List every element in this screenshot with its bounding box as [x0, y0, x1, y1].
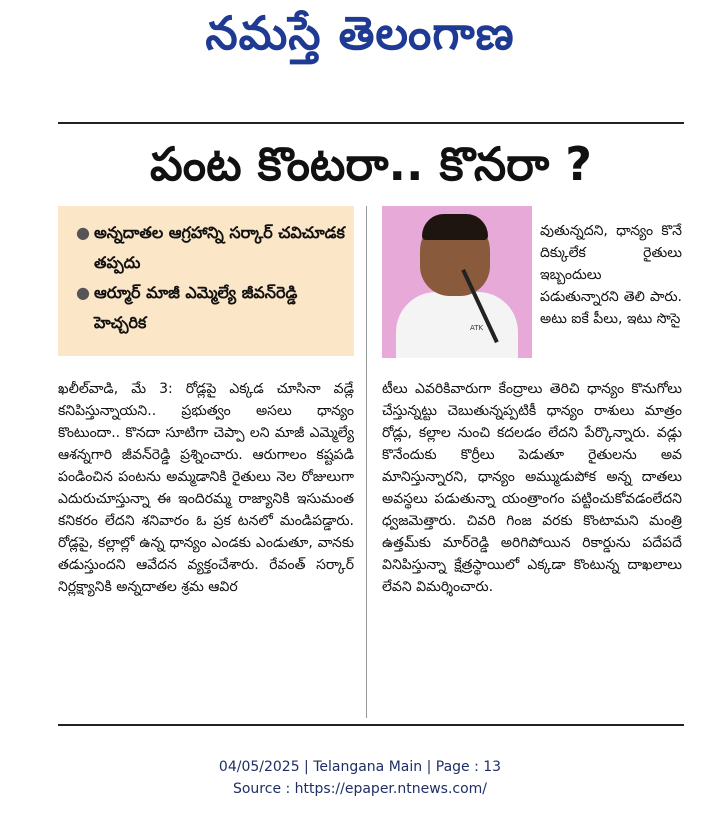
newspaper-logo: నమస్తే తెలంగాణ	[205, 6, 515, 60]
bottom-rule	[58, 724, 684, 726]
column-divider	[366, 206, 367, 718]
speaker-photo	[382, 206, 532, 358]
top-rule	[58, 122, 684, 124]
article-column-right: టీలు ఎవరికివారుగా కేంద్రాలు తెరిచి ధాన్యం కొనుగోలు చేస్తున్నట్టు చెబుతున్నప్పటికీ ధాన్యం రాశులు మాత్రం రోడ్లు, కల్లాల నుంచి కదలడం లేదని పేర్కొన్నారు. వడ్లు కొనేందుకు కొర్రీలు పెడుతూ రైతులను అవ మానిస్తున్నారని, ధాన్యం అమ్ముడుపోక అన్న దాతలు అవస్థలు పడుతున్నా యంత్రాంగం పట్టించుకోవడంలేదని ధ్వజమెత్తారు. చివరి గింజ వరకు కొంటామని మంత్రి ఉత్తమ్‌కు మార్‌రెడ్డి అరిగిపోయిన రికార్డును పదేపదే వినిపిస్తున్నా క్షేత్రస్థాయిలో ఎక్కడా కొంటున్న దాఖలాలు లేవని విమర్శించారు.	[382, 381, 682, 595]
bullet-icon: ●	[76, 283, 90, 302]
photo-badge: ATK	[470, 324, 484, 332]
source-link[interactable]: Source : https://epaper.ntnews.com/	[232, 781, 488, 797]
page-footer	[0, 756, 720, 800]
article-column-top: వుతున్నదని, ధాన్యం కొనే దిక్కులేక రైతులు ఇబ్బందులు పడుతున్నారని తెలి పారు. అటు ఐకే పీలు, ఇటు సొసై	[540, 223, 682, 327]
article-deck	[58, 206, 354, 356]
bullet-icon: ●	[76, 223, 90, 242]
masthead	[0, 0, 720, 78]
article-column-left: ఖలీల్‌వాడి, మే 3: రోడ్లపై ఎక్కడ చూసినా వడ్లే కనిపిస్తున్నాయని.. ప్రభుత్వం అసలు ధాన్యం కొంటుందా.. కొనదా సూటిగా చెప్పా లని మాజీ ఎమ్మెల్యే ఆశన్నగారి జీవన్‌రెడ్డి ప్రశ్నించారు. ఆరుగాలం కష్టపడి పండించిన పంటను అమ్మడానికి రైతులు నెల రోజులుగా ఎదురుచూస్తున్నా ఈ ఇందిరమ్మ రాజ్యానికి ఇసుమంత కనికరం లేదని శనివారం ఓ ప్రక టనలో మండిపడ్డారు. రోడ్లపై, కల్లాల్లో ఉన్న ధాన్యం ఎండకు ఎండుతూ, వానకు తడుస్తుందని ఆవేదన వ్యక్తంచేశారు. రేవంత్ సర్కార్ నిర్లక్ష్యానికి అన్నదాతల శ్రమ ఆవిర	[58, 381, 354, 595]
article-headline: పంట కొంటరా.. కొనరా ?	[150, 137, 592, 191]
edition-info: 04/05/2025 | Telangana Main | Page : 13	[218, 759, 502, 775]
deck-item: ● అన్నదాతల ఆగ్రహాన్ని సర్కార్ చవిచూడక తప్పదు	[76, 218, 346, 278]
deck-item: ● ఆర్మూర్ మాజీ ఎమ్మెల్యే జీవన్‌రెడ్డి హెచ్చరిక	[76, 278, 346, 338]
